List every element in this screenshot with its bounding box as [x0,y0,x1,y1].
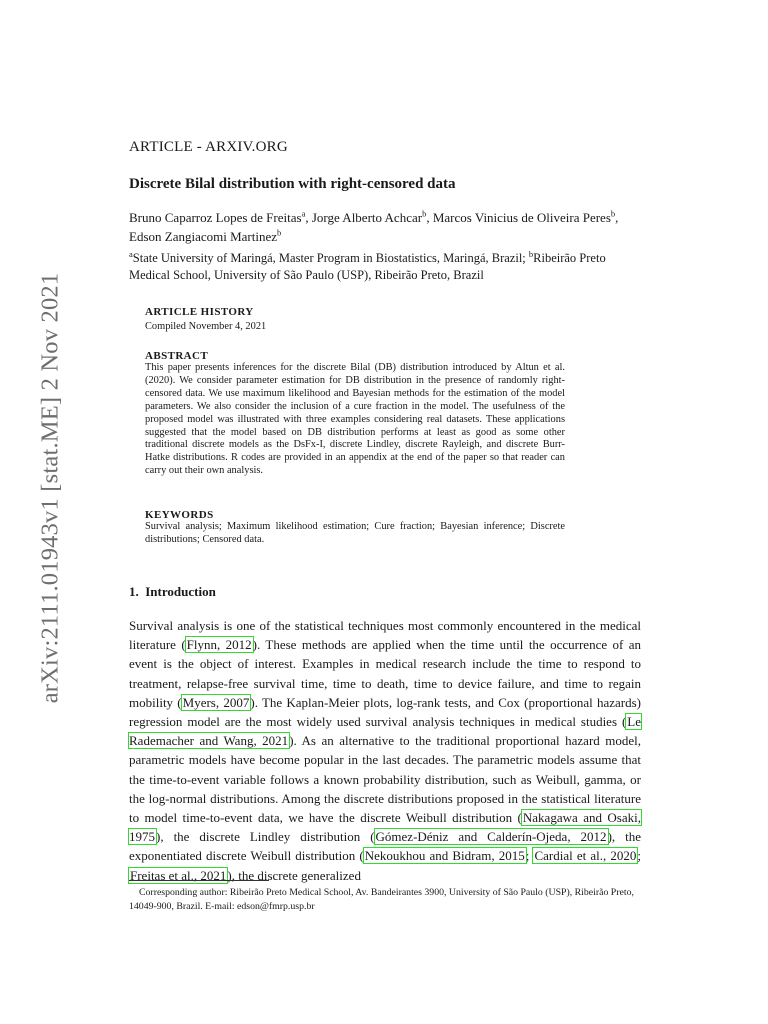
paragraph-text: ; [637,848,641,864]
keywords-heading: KEYWORDS [145,509,214,521]
author-name: Jorge Alberto Achcar [311,210,423,225]
author-list [129,208,641,246]
citation-link[interactable]: Le Rademacher and Wang, 2021 [129,714,641,749]
abstract-block [145,350,565,478]
section-heading [129,584,216,600]
paragraph-text: ), the discrete generalized [227,867,361,883]
keywords-block [145,509,565,547]
author-name: Edson Zangiacomi Martinez [129,229,278,244]
affiliation-text: State University of Maringá, Master Program in Biostatistics, Maringá, Brazil; [132,251,529,265]
citation-link[interactable]: Nekoukhou and Bidram, 2015 [364,848,525,864]
paper-title: Discrete Bilal distribution with right-censored data [129,176,456,192]
author-separator: , [426,210,433,225]
affiliation-mark: a [129,248,133,259]
author-separator: , [305,210,312,225]
author-separator: , [615,210,619,225]
arxiv-identifier: arXiv:2111.01943v1 [stat.ME] 2 Nov 2021 [36,272,64,704]
citation-link[interactable]: Freitas et al., 2021 [130,867,227,883]
article-history [145,306,565,334]
paragraph-text: ), the exponentiated discrete Weibull distribution ( [129,829,642,864]
affiliations [129,250,641,284]
citation-link[interactable]: Flynn, 2012 [186,637,252,653]
journal-header: ARTICLE - ARXIV.ORG [129,139,288,155]
citation-link[interactable]: Gómez-Déniz and Calderín-Ojeda, 2012 [375,829,607,845]
abstract-text: This paper presents inferences for the discrete Bilal (DB) distribution introduced by Altun et al. (2020). We consider parameter estimation for DB distribution in the presence of randomly right-censored data. We use maximum likelihood and Bayesian methods for the estimation of the model parameters. We also consider the inclusion of a cure fraction in the model. The usefulness of the proposed model was illustrated with three examples considering real datasets. These applications suggested that the model based on DB distribution performs at least as good as some other traditional discrete models as the DsFx-I, discrete Lindley, discrete Rayleigh, and discrete Burr-Hatke distributions. R codes are provided in an appendix at the end of the paper so that reader can carry out their own analysis. [145,362,565,477]
citation-link[interactable]: Myers, 2007 [182,694,250,710]
affiliation-mark: b [422,208,427,219]
arxiv-side-stamp [36,268,64,708]
citation-link[interactable]: Cardial et al., 2020 [534,848,637,864]
paragraph-text: Survival analysis is one of the statistical techniques most commonly encountered in the medical literature ( [129,618,641,653]
introduction-paragraph [129,616,641,885]
paragraph-text: ). These methods are applied when the time until the occurrence of an event is the object of interest. Examples in medical research include the time to respond to treatment, relapse-free survival time, time to death, time to device failure, and time to regain mobility ( [129,637,642,710]
affiliation-text: Ribeirão Preto Medical School, University of São Paulo (USP), Ribeirão Preto, Brazil [129,251,606,282]
paragraph-text: ; [525,848,534,864]
footnote: Corresponding author: Ribeirão Preto Medical School, Av. Bandeirantes 3900, University of São Paulo (USP), Ribeirão Preto, 14049-900, Brazil. E-mail: edson@fmrp.usp.br [129,887,634,912]
footnote-rule [129,880,269,881]
abstract-heading: ABSTRACT [145,350,209,362]
paragraph-text: ). As an alternative to the traditional proportional hazard model, parametric models have become popular in the last decades. The parametric models assume that the time-to-event variable follows a known probability distribution, such as Weibull, gamma, or the log-normal distributions. Among the discrete distributions proposed in the statistical literature to model time-to-event data, we have the discrete Weibull distribution ( [129,733,641,826]
keywords-text: Survival analysis; Maximum likelihood estimation; Cure fraction; Bayesian inference; Discrete distributions; Censored data. [145,521,565,545]
history-text: Compiled November 4, 2021 [145,321,267,332]
citation-link[interactable]: Nakagawa and Osaki, 1975 [129,810,641,845]
section-number: 1. [129,584,139,599]
paragraph-text: ). The Kaplan-Meier plots, log-rank tests, and Cox (proportional hazards) regression model are the most widely used survival analysis techniques in medical studies ( [129,694,642,730]
author-name: Bruno Caparroz Lopes de Freitas [129,210,302,225]
section-title-text: Introduction [145,584,216,599]
affiliation-mark: a [301,208,306,219]
author-name: Marcos Vinicius de Oliveira Peres [432,210,611,225]
affiliation-mark: b [277,227,282,238]
affiliation-mark: b [610,208,616,219]
paragraph-text: ), the discrete Lindley distribution ( [156,829,375,845]
history-heading: ARTICLE HISTORY [145,306,254,318]
affiliation-mark: b [528,248,534,259]
